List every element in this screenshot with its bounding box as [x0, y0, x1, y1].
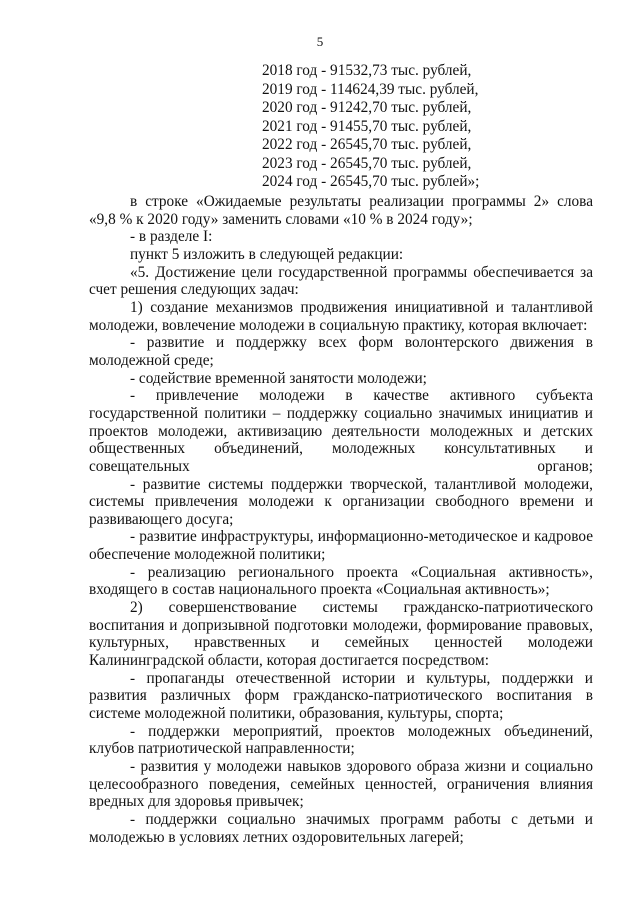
paragraph: в строке «Ожидаемые результаты реализации программы 2» слова «9,8 % к 2020 году» заменить словами «10 % в 2024 году»;: [89, 193, 593, 228]
paragraph: - поддержки социально значимых программ работы с детьми и молодежью в условиях летних оздоровительных лагерей;: [89, 810, 593, 846]
paragraph: - реализацию регионального проекта «Социальная активность», входящего в состав национального проекта «Социальная активность»;: [89, 563, 593, 599]
body-text: [89, 193, 593, 846]
paragraph: 2) совершенствование системы гражданско-патриотического воспитания и допризывной подготовки молодежи, формирование правовых, культурных, нравственных и семейных ценностей молодежи Калининградской области, которая достигается посредством:: [89, 599, 593, 670]
paragraph: - развитие инфраструктуры, информационно-методическое и кадровое обеспечение молодежной политики;: [89, 528, 593, 564]
funding-list: [262, 62, 479, 192]
paragraph: - в разделе I:: [130, 228, 213, 246]
paragraph: «5. Достижение цели государственной программы обеспечивается за счет решения следующих задач:: [89, 263, 593, 299]
paragraph: - пропаганды отечественной истории и культуры, поддержки и развития различных форм гражданско-патриотического воспитания в системе молодежной политики, образования, культуры, спорта;: [89, 669, 593, 723]
funding-line: 2020 год - 91242,70 тыс. рублей,: [262, 99, 472, 116]
funding-line: 2018 год - 91532,73 тыс. рублей,: [262, 62, 472, 79]
paragraph: 1) создание механизмов продвижения инициативной и талантливой молодежи, вовлечение молодежи в социальную практику, которая включает:: [89, 298, 593, 334]
funding-line: 2024 год - 26545,70 тыс. рублей»;: [262, 173, 480, 190]
paragraph: - привлечение молодежи в качестве активного субъекта государственной политики – поддержку социально значимых инициатив и проектов молодежи, активизацию деятельности молодежных и детских общественных объединений, молодежных консультативных и совещательных органов;: [89, 387, 593, 475]
paragraph: пункт 5 изложить в следующей редакции:: [130, 245, 404, 263]
paragraph: - содействие временной занятости молодежи;: [130, 369, 427, 387]
page-number: 5: [316, 34, 324, 49]
paragraph: - развитие системы поддержки творческой, талантливой молодежи, системы привлечения молодежи к организации свободного времени и развивающего досуга;: [89, 475, 593, 528]
funding-line: 2019 год - 114624,39 тыс. рублей,: [262, 80, 479, 98]
paragraph: - поддержки мероприятий, проектов молодежных объединений, клубов патриотической направленности;: [89, 722, 593, 758]
paragraph: - развития у молодежи навыков здорового образа жизни и социально целесообразного поведения, семейных ценностей, ограничения влияния вредных для здоровья привычек;: [89, 758, 593, 811]
paragraph: - развитие и поддержку всех форм волонтерского движения в молодежной среде;: [89, 334, 593, 369]
funding-line: 2022 год - 26545,70 тыс. рублей,: [262, 136, 472, 153]
funding-line: 2023 год - 26545,70 тыс. рублей,: [262, 154, 472, 172]
funding-line: 2021 год - 91455,70 тыс. рублей,: [262, 117, 472, 135]
